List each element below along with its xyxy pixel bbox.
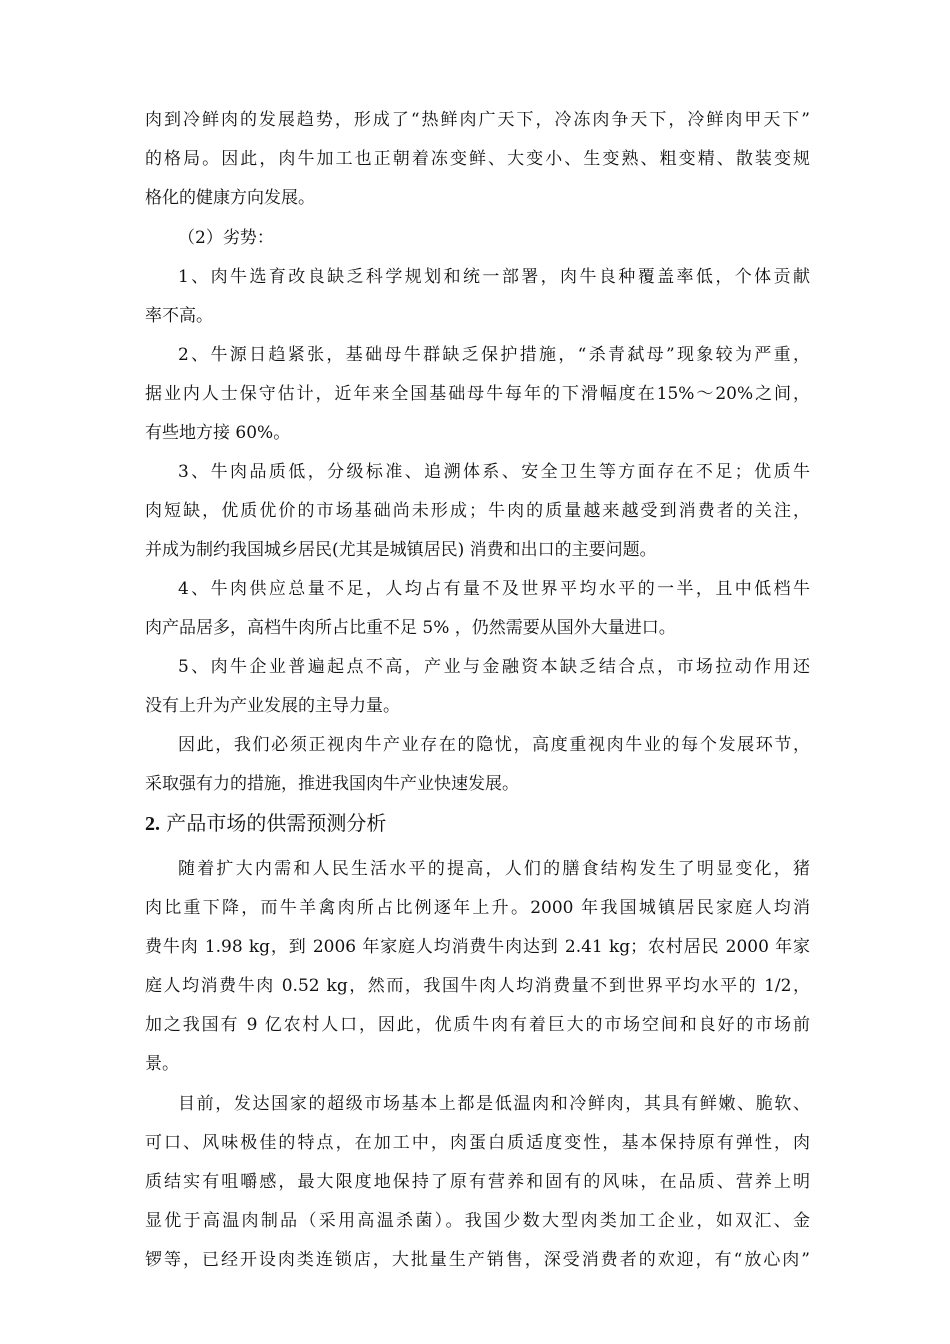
text-line: 费牛肉 1.98 kg，到 2006 年家庭人均消费牛肉达到 2.41 kg；农村居民 2000 年家 (145, 937, 810, 957)
text-line: 采取强有力的措施，推进我国肉牛产业快速发展。 (145, 774, 519, 794)
text-line: 庭人均消费牛肉 0.52 kg，然而，我国牛肉人均消费量不到世界平均水平的 1/2， (145, 976, 810, 996)
text-line: 随着扩大内需和人民生活水平的提高，人们的膳食结构发生了明显变化，猪 (178, 859, 810, 879)
section-heading (145, 810, 386, 836)
text-line: 1、肉牛选育改良缺乏科学规划和统一部署，肉牛良种覆盖率低，个体贡献 (178, 267, 810, 287)
text-line: 目前，发达国家的超级市场基本上都是低温肉和冷鲜肉，其具有鲜嫩、脆软、 (178, 1094, 810, 1114)
text-line: 2、牛源日趋紧张，基础母牛群缺乏保护措施，“杀青弑母”现象较为严重， (178, 345, 810, 365)
text-line: 并成为制约我国城乡居民(尤其是城镇居民) 消费和出口的主要问题。 (145, 540, 657, 560)
text-line: 肉产品居多，高档牛肉所占比重不足 5% ，仍然需要从国外大量进口。 (145, 618, 676, 638)
text-line: 4、牛肉供应总量不足，人均占有量不及世界平均水平的一半，且中低档牛 (178, 579, 810, 599)
text-line: 没有上升为产业发展的主导力量。 (145, 696, 400, 716)
text-line: 率不高。 (145, 306, 213, 326)
text-line: 加之我国有 9 亿农村人口，因此，优质牛肉有着巨大的市场空间和良好的市场前 (145, 1015, 810, 1035)
section-subheading: （2）劣势： (178, 228, 274, 248)
text-line: 锣等，已经开设肉类连锁店，大批量生产销售，深受消费者的欢迎，有“放心肉” (145, 1250, 810, 1270)
text-line: 肉比重下降，而牛羊禽肉所占比例逐年上升。2000 年我国城镇居民家庭人均消 (145, 898, 810, 918)
section-number: 2. (145, 813, 160, 835)
text-line: 景。 (145, 1054, 179, 1074)
text-line: 肉短缺，优质优价的市场基础尚未形成；牛肉的质量越来越受到消费者的关注， (145, 501, 810, 521)
text-line: 5、肉牛企业普遍起点不高，产业与金融资本缺乏结合点，市场拉动作用还 (178, 657, 810, 677)
text-line: 格化的健康方向发展。 (145, 188, 315, 208)
text-line: 有些地方接 60%。 (145, 423, 291, 443)
text-line: 据业内人士保守估计，近年来全国基础母牛每年的下滑幅度在15%～20%之间， (145, 384, 810, 404)
text-line: 质结实有咀嚼感，最大限度地保持了原有营养和固有的风味，在品质、营养上明 (145, 1172, 810, 1192)
text-line: 显优于高温肉制品（采用高温杀菌）。我国少数大型肉类加工企业，如双汇、金 (145, 1211, 810, 1231)
section-title: 产品市场的供需预测分析 (166, 811, 387, 835)
text-line: 3、牛肉品质低，分级标准、追溯体系、安全卫生等方面存在不足；优质牛 (178, 462, 810, 482)
text-line: 可口、风味极佳的特点，在加工中，肉蛋白质适度变性，基本保持原有弹性，肉 (145, 1133, 810, 1153)
text-line: 因此，我们必须正视肉牛产业存在的隐忧，高度重视肉牛业的每个发展环节， (178, 735, 810, 755)
text-line: 肉到冷鲜肉的发展趋势，形成了“热鲜肉广天下，冷冻肉争天下，冷鲜肉甲天下” (145, 110, 810, 130)
text-line: 的格局。因此，肉牛加工也正朝着冻变鲜、大变小、生变熟、粗变精、散装变规 (145, 149, 810, 169)
